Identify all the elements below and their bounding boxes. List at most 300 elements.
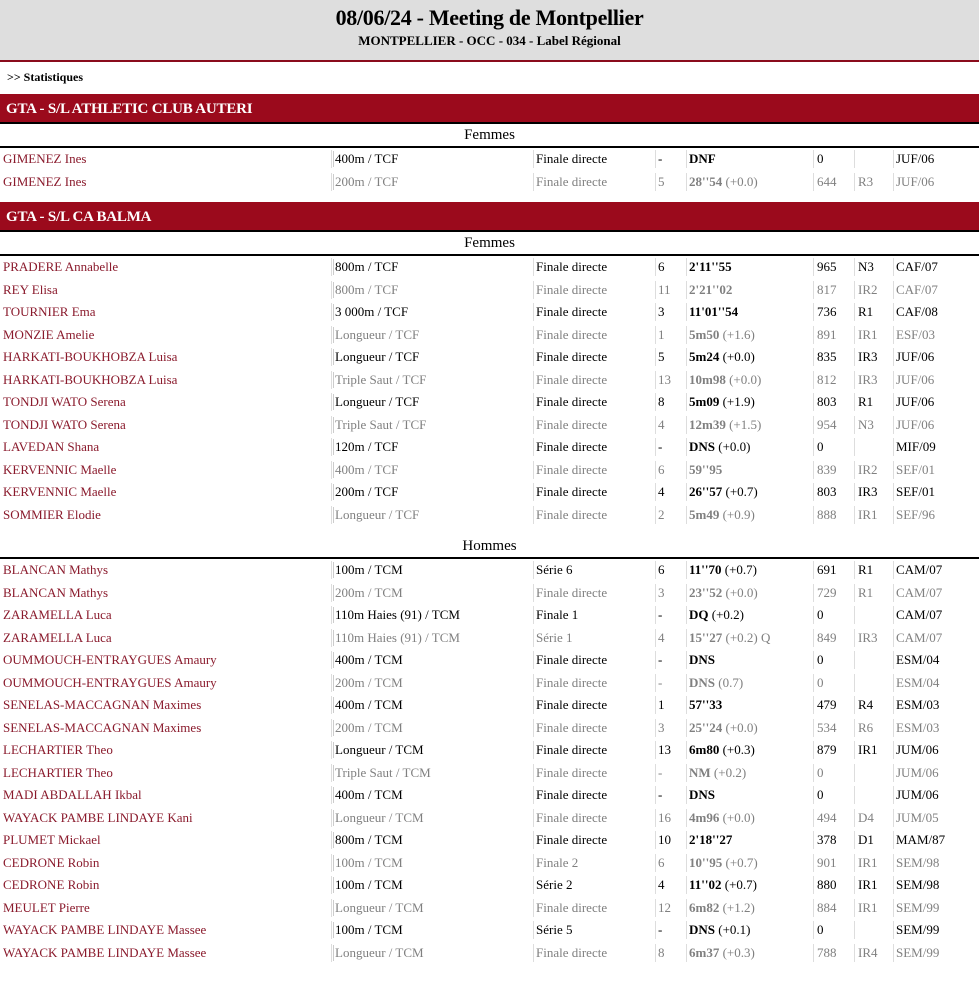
round-cell: Finale directe — [536, 809, 608, 825]
column-divider — [893, 506, 894, 524]
round-cell: Série 1 — [536, 629, 573, 645]
wind-value: (+0.0) — [715, 439, 751, 454]
performance-value: DNS — [689, 787, 716, 802]
column-divider — [854, 258, 855, 276]
athlete-name-link[interactable]: OUMMOUCH-ENTRAYGUES Amaury — [3, 652, 217, 667]
performance-cell — [689, 507, 755, 523]
column-divider — [893, 876, 894, 894]
athlete-name-link[interactable]: SOMMIER Elodie — [3, 506, 101, 522]
column-divider — [331, 606, 332, 624]
column-divider — [533, 173, 534, 191]
athlete-name-link[interactable]: ZARAMELLA Luca — [3, 607, 112, 622]
athlete-name-link[interactable]: SENELAS-MACCAGNAN Maximes — [3, 697, 202, 712]
column-divider — [533, 741, 534, 759]
event-cell: Longueur / TCM — [335, 809, 424, 825]
event-cell: 200m / TCM — [335, 719, 403, 735]
athlete-name-link[interactable]: CEDRONE Robin — [3, 854, 100, 870]
points-cell: 879 — [817, 742, 837, 757]
event-cell: Longueur / TCF — [335, 349, 420, 364]
place-cell: 5 — [658, 349, 665, 364]
category-cell: CAF/08 — [896, 304, 938, 319]
result-row — [0, 582, 979, 605]
event-cell: Triple Saut / TCF — [335, 416, 427, 432]
performance-cell — [689, 174, 758, 190]
category-cell: JUM/05 — [896, 809, 939, 825]
points-cell: 835 — [817, 349, 837, 364]
column-divider — [533, 461, 534, 479]
event-cell: 200m / TCM — [335, 674, 403, 690]
column-divider — [686, 506, 687, 524]
athlete-name-link[interactable]: REY Elisa — [3, 281, 58, 297]
place-cell: 6 — [658, 461, 665, 477]
column-divider — [655, 606, 656, 624]
performance-cell — [689, 630, 770, 646]
performance-value: 2'11''55 — [689, 259, 732, 274]
column-divider — [686, 854, 687, 872]
column-divider — [854, 348, 855, 366]
event-cell: 100m / TCM — [335, 854, 403, 870]
category-cell: SEM/98 — [896, 854, 940, 870]
column-divider — [533, 899, 534, 917]
column-divider — [655, 371, 656, 389]
athlete-name-link[interactable]: KERVENNIC Maelle — [3, 484, 117, 499]
page-title: 08/06/24 - Meeting de Montpellier — [335, 5, 644, 30]
place-cell: 13 — [658, 371, 671, 387]
column-divider — [655, 651, 656, 669]
result-row — [0, 897, 979, 920]
place-cell: 6 — [658, 854, 665, 870]
column-divider — [331, 674, 332, 692]
round-cell: Finale directe — [536, 371, 608, 387]
athlete-name-link[interactable]: LAVEDAN Shana — [3, 439, 100, 454]
level-cell: IR2 — [858, 281, 878, 297]
athlete-name-link[interactable]: WAYACK PAMBE LINDAYE Massee — [3, 922, 207, 937]
result-row — [0, 414, 979, 437]
level-cell: IR3 — [858, 629, 878, 645]
points-cell: 812 — [817, 371, 837, 387]
result-row — [0, 346, 979, 369]
column-divider — [533, 438, 534, 456]
club-header[interactable]: GTA - S/L ATHLETIC CLUB AUTERI — [0, 94, 979, 124]
result-row — [0, 649, 979, 672]
category-cell: MIF/09 — [896, 439, 936, 454]
column-divider — [686, 696, 687, 714]
athlete-name-link[interactable]: MEULET Pierre — [3, 899, 90, 915]
wind-value: (+0.0) — [725, 371, 762, 387]
column-divider — [655, 326, 656, 344]
column-divider — [893, 173, 894, 191]
column-divider — [893, 831, 894, 849]
level-cell: IR3 — [858, 484, 878, 499]
column-divider — [533, 764, 534, 782]
page-header — [0, 0, 979, 62]
category-cell: ESF/03 — [896, 326, 936, 342]
wind-value: (+0.2) — [710, 764, 747, 780]
place-cell: 12 — [658, 899, 671, 915]
column-divider — [331, 719, 332, 737]
round-cell: Finale directe — [536, 416, 608, 432]
athlete-name-link[interactable]: HARKATI-BOUKHOBZA Luisa — [3, 349, 178, 364]
column-divider — [854, 150, 855, 168]
round-cell: Finale 1 — [536, 607, 579, 622]
category-cell: ESM/04 — [896, 674, 940, 690]
column-divider — [893, 741, 894, 759]
athlete-name-link[interactable]: LECHARTIER Theo — [3, 764, 113, 780]
performance-cell — [689, 282, 732, 298]
column-divider — [813, 809, 814, 827]
points-cell: 880 — [817, 877, 837, 892]
result-row — [0, 256, 979, 279]
wind-value: (+1.2) — [719, 899, 755, 915]
wind-value: (+0.2) — [708, 607, 744, 622]
performance-value: DQ — [689, 607, 709, 622]
performance-cell — [689, 855, 758, 871]
column-divider — [813, 258, 814, 276]
category-cell: CAM/07 — [896, 562, 943, 577]
wind-value: (+0.1) — [715, 922, 751, 937]
place-cell: 3 — [658, 719, 665, 735]
place-cell: - — [658, 439, 663, 454]
column-divider — [854, 303, 855, 321]
column-divider — [533, 281, 534, 299]
place-cell: - — [658, 764, 663, 780]
result-row — [0, 784, 979, 807]
category-cell: CAF/07 — [896, 259, 938, 274]
athlete-name-link[interactable]: SENELAS-MACCAGNAN Maximes — [3, 719, 202, 735]
level-cell: R1 — [858, 562, 874, 577]
column-divider — [813, 150, 814, 168]
round-cell: Finale directe — [536, 394, 608, 409]
result-row — [0, 481, 979, 504]
column-divider — [893, 438, 894, 456]
performance-value: DNS — [689, 439, 716, 454]
category-cell: SEM/99 — [896, 922, 940, 937]
column-divider — [655, 393, 656, 411]
category-cell: ESM/03 — [896, 697, 940, 712]
level-cell: IR3 — [858, 349, 878, 364]
column-divider — [686, 629, 687, 647]
place-cell: 11 — [658, 281, 671, 297]
column-divider — [893, 561, 894, 579]
event-cell: 110m Haies (91) / TCM — [335, 607, 460, 622]
points-cell: 378 — [817, 832, 837, 847]
column-divider — [533, 416, 534, 434]
column-divider — [686, 173, 687, 191]
points-cell: 965 — [817, 259, 837, 274]
club-header[interactable]: GTA - S/L CA BALMA — [0, 202, 979, 232]
column-divider — [331, 629, 332, 647]
level-cell: D4 — [858, 809, 874, 825]
result-row — [0, 694, 979, 717]
column-divider — [893, 483, 894, 501]
level-cell: IR1 — [858, 506, 878, 522]
athlete-name-link[interactable]: KERVENNIC Maelle — [3, 461, 117, 477]
column-divider — [854, 438, 855, 456]
athlete-name-link[interactable]: WAYACK PAMBE LINDAYE Kani — [3, 809, 193, 825]
column-divider — [854, 809, 855, 827]
column-divider — [655, 944, 656, 962]
column-divider — [893, 416, 894, 434]
round-cell: Finale directe — [536, 173, 608, 189]
category-cell: CAM/07 — [896, 629, 943, 645]
gender-header: Femmes — [0, 124, 979, 148]
performance-cell — [689, 652, 715, 668]
statistics-link[interactable]: >> Statistiques — [7, 70, 84, 84]
athlete-name-link[interactable]: PLUMET Mickael — [3, 832, 101, 847]
athlete-name-link[interactable]: BLANCAN Mathys — [3, 562, 109, 577]
column-divider — [655, 629, 656, 647]
athlete-name-link[interactable]: MADI ABDALLAH Ikbal — [3, 787, 142, 802]
event-cell: 800m / TCF — [335, 281, 399, 297]
place-cell: 2 — [658, 506, 665, 522]
column-divider — [813, 764, 814, 782]
column-divider — [893, 584, 894, 602]
column-divider — [655, 786, 656, 804]
column-divider — [655, 809, 656, 827]
performance-value: 2'21''02 — [689, 281, 733, 297]
column-divider — [893, 461, 894, 479]
athlete-name-link[interactable]: OUMMOUCH-ENTRAYGUES Amaury — [3, 674, 217, 690]
wind-value: (+0.7) — [721, 562, 758, 577]
points-cell: 884 — [817, 899, 837, 915]
column-divider — [686, 461, 687, 479]
column-divider — [854, 944, 855, 962]
column-divider — [854, 173, 855, 191]
points-cell: 803 — [817, 484, 837, 499]
column-divider — [331, 944, 332, 962]
column-divider — [686, 584, 687, 602]
points-cell: 891 — [817, 326, 837, 342]
points-cell: 849 — [817, 629, 837, 645]
column-divider — [813, 173, 814, 191]
column-divider — [533, 348, 534, 366]
column-divider — [854, 696, 855, 714]
result-row — [0, 852, 979, 875]
column-divider — [655, 173, 656, 191]
column-divider — [655, 921, 656, 939]
place-cell: 1 — [658, 326, 665, 342]
column-divider — [331, 899, 332, 917]
column-divider — [893, 371, 894, 389]
athlete-name-link[interactable]: MONZIE Amelie — [3, 326, 95, 342]
level-cell: R1 — [858, 584, 874, 600]
column-divider — [331, 561, 332, 579]
athlete-name-link[interactable]: HARKATI-BOUKHOBZA Luisa — [3, 371, 178, 387]
event-cell: Triple Saut / TCM — [335, 764, 431, 780]
round-cell: Finale 2 — [536, 854, 579, 870]
performance-value: 10''95 — [689, 854, 723, 870]
category-cell: JUF/06 — [896, 394, 935, 409]
level-cell: IR1 — [858, 854, 878, 870]
performance-cell — [689, 327, 755, 343]
performance-cell — [689, 765, 746, 781]
performance-value: 5m49 — [689, 506, 720, 522]
performance-cell — [689, 900, 755, 916]
performance-value: DNS — [689, 674, 716, 690]
column-divider — [893, 719, 894, 737]
column-divider — [893, 944, 894, 962]
round-cell: Série 5 — [536, 922, 573, 937]
column-divider — [854, 629, 855, 647]
place-cell: 3 — [658, 584, 665, 600]
performance-value: 57''33 — [689, 697, 723, 712]
athlete-name-link[interactable]: GIMENEZ Ines — [3, 173, 87, 189]
column-divider — [813, 674, 814, 692]
category-cell: SEF/01 — [896, 461, 936, 477]
column-divider — [331, 483, 332, 501]
column-divider — [686, 303, 687, 321]
place-cell: 4 — [658, 416, 665, 432]
column-divider — [331, 416, 332, 434]
column-divider — [655, 506, 656, 524]
performance-value: 15''27 — [689, 629, 723, 645]
column-divider — [813, 461, 814, 479]
event-cell: 120m / TCF — [335, 439, 399, 454]
column-divider — [686, 876, 687, 894]
column-divider — [331, 651, 332, 669]
wind-value: (+1.5) — [725, 416, 762, 432]
column-divider — [686, 921, 687, 939]
athlete-name-link[interactable]: WAYACK PAMBE LINDAYE Massee — [3, 944, 207, 960]
performance-value: 6m80 — [689, 742, 720, 757]
result-row — [0, 604, 979, 627]
round-cell: Finale directe — [536, 349, 608, 364]
column-divider — [686, 561, 687, 579]
place-cell: 4 — [658, 484, 665, 499]
athlete-name-link[interactable]: TOURNIER Ema — [3, 304, 96, 319]
column-divider — [813, 651, 814, 669]
column-divider — [533, 303, 534, 321]
place-cell: - — [658, 674, 663, 690]
event-cell: 200m / TCF — [335, 173, 399, 189]
athlete-name-link[interactable]: CEDRONE Robin — [3, 877, 100, 892]
athlete-name-link[interactable]: LECHARTIER Theo — [3, 742, 113, 757]
column-divider — [533, 696, 534, 714]
column-divider — [686, 786, 687, 804]
column-divider — [686, 281, 687, 299]
performance-cell — [689, 922, 751, 938]
performance-value: 5m50 — [689, 326, 720, 342]
wind-value: (+0.0) — [722, 719, 758, 735]
category-cell: ESM/03 — [896, 719, 940, 735]
event-cell: Longueur / TCF — [335, 326, 420, 342]
level-cell: IR1 — [858, 877, 878, 892]
round-cell: Finale directe — [536, 304, 608, 319]
column-divider — [655, 719, 656, 737]
results-container — [0, 94, 979, 964]
level-cell: IR4 — [858, 944, 878, 960]
athlete-name-link[interactable]: TONDJI WATO Serena — [3, 394, 126, 409]
column-divider — [533, 606, 534, 624]
place-cell: 1 — [658, 697, 665, 712]
column-divider — [854, 674, 855, 692]
event-cell: 3 000m / TCF — [335, 304, 409, 319]
category-cell: JUM/06 — [896, 787, 939, 802]
wind-value: (+0.0) — [722, 584, 758, 600]
column-divider — [331, 764, 332, 782]
athlete-name-link[interactable]: GIMENEZ Ines — [3, 151, 87, 166]
column-divider — [854, 899, 855, 917]
category-cell: MAM/87 — [896, 832, 946, 847]
points-cell: 691 — [817, 562, 837, 577]
level-cell: R1 — [858, 304, 874, 319]
column-divider — [331, 393, 332, 411]
athlete-name-link[interactable]: BLANCAN Mathys — [3, 584, 109, 600]
performance-cell — [689, 787, 715, 803]
column-divider — [813, 629, 814, 647]
round-cell: Finale directe — [536, 484, 608, 499]
wind-value: (+0.7) — [722, 484, 758, 499]
athlete-name-link[interactable]: PRADERE Annabelle — [3, 259, 119, 274]
column-divider — [813, 876, 814, 894]
performance-value: 25''24 — [689, 719, 723, 735]
column-divider — [893, 281, 894, 299]
event-cell: Longueur / TCF — [335, 506, 420, 522]
place-cell: 5 — [658, 173, 665, 189]
round-cell: Finale directe — [536, 674, 608, 690]
points-cell: 534 — [817, 719, 837, 735]
performance-value: 10m98 — [689, 371, 726, 387]
result-row — [0, 807, 979, 830]
column-divider — [686, 371, 687, 389]
level-cell: R1 — [858, 394, 874, 409]
round-cell: Finale directe — [536, 697, 608, 712]
category-cell: JUF/06 — [896, 151, 935, 166]
column-divider — [655, 348, 656, 366]
column-divider — [331, 696, 332, 714]
performance-value: 28''54 — [689, 173, 723, 189]
round-cell: Finale directe — [536, 584, 608, 600]
level-cell: IR1 — [858, 899, 878, 915]
place-cell: 4 — [658, 629, 665, 645]
round-cell: Finale directe — [536, 281, 608, 297]
column-divider — [655, 281, 656, 299]
event-cell: 110m Haies (91) / TCM — [335, 629, 460, 645]
column-divider — [813, 696, 814, 714]
level-cell: IR1 — [858, 742, 878, 757]
column-divider — [331, 809, 332, 827]
column-divider — [686, 809, 687, 827]
column-divider — [686, 719, 687, 737]
level-cell: R4 — [858, 697, 874, 712]
column-divider — [533, 876, 534, 894]
column-divider — [533, 371, 534, 389]
athlete-name-link[interactable]: TONDJI WATO Serena — [3, 416, 126, 432]
round-cell: Série 6 — [536, 562, 573, 577]
points-cell: 479 — [817, 697, 837, 712]
result-row — [0, 739, 979, 762]
performance-cell — [689, 810, 755, 826]
athlete-name-link[interactable]: ZARAMELLA Luca — [3, 629, 112, 645]
place-cell: - — [658, 652, 663, 667]
column-divider — [655, 483, 656, 501]
wind-value: (+1.6) — [719, 326, 755, 342]
performance-cell — [689, 877, 757, 893]
column-divider — [533, 561, 534, 579]
column-divider — [331, 281, 332, 299]
column-divider — [331, 173, 332, 191]
points-cell: 0 — [817, 764, 824, 780]
category-cell: JUF/06 — [896, 173, 935, 189]
column-divider — [686, 741, 687, 759]
column-divider — [854, 371, 855, 389]
points-cell: 736 — [817, 304, 837, 319]
column-divider — [533, 506, 534, 524]
column-divider — [655, 876, 656, 894]
column-divider — [813, 899, 814, 917]
round-cell: Finale directe — [536, 832, 608, 847]
result-row — [0, 504, 979, 527]
